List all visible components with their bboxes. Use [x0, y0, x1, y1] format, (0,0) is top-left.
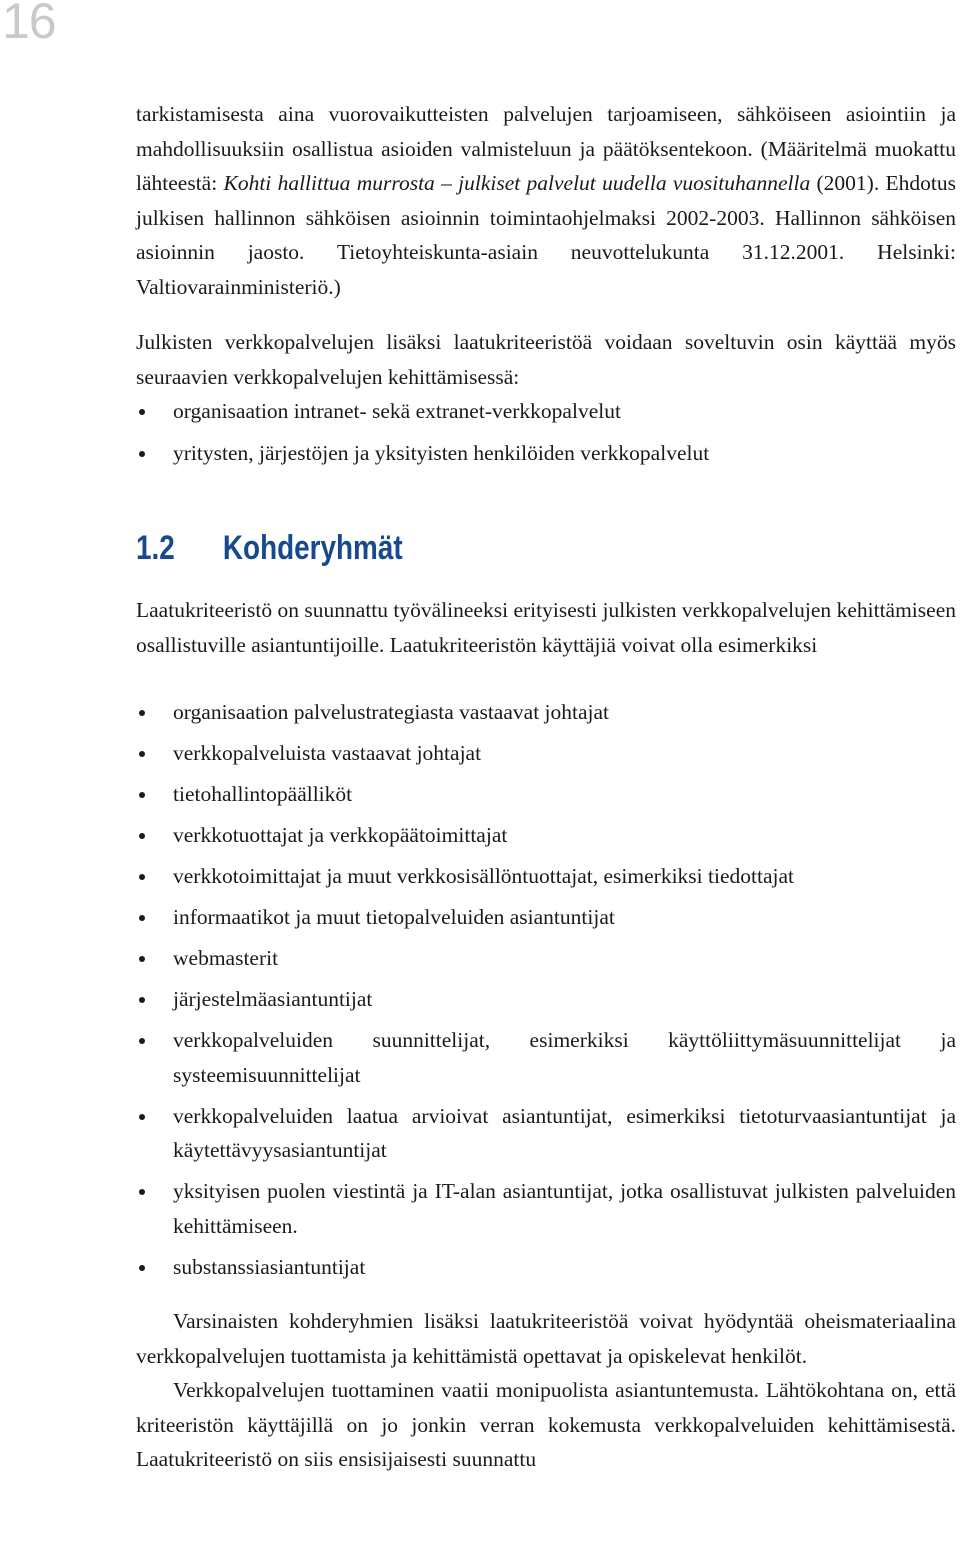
- list-item: verkkotoimittajat ja muut verkkosisällöntuottajat, esimerkiksi tiedottajat: [136, 859, 956, 894]
- expertise-paragraph: Verkkopalvelujen tuottaminen vaatii monipuolista asiantuntemusta. Lähtökohtana on, että kriteeristön käyttäjillä on jo jonkin verran kokemusta verkkopalveluiden kehittämisestä. Laatukriteeristö on siis ensisijaisesti suunnattu: [136, 1378, 956, 1471]
- list-item: yritysten, järjestöjen ja yksityisten henkilöiden verkkopalvelut: [136, 436, 956, 471]
- list-item: verkkopalveluiden suunnittelijat, esimerkiksi käyttöliittymäsuunnittelijat ja systeemisuunnittelijat: [136, 1023, 956, 1092]
- intro-text-part2: (2001). Ehdotus julkisen hallinnon sähköisen asioinnin toimintaohjelmaksi 2002-2003. Hallinnon sähköisen asioinnin jaosto. Tietoyhteiskunta-asiain neuvottelukunta 31.12.2001. Helsinki: Valtiovarainministeriö.): [136, 171, 956, 299]
- page-content: [136, 97, 956, 1477]
- list-item: tietohallintopäälliköt: [136, 777, 956, 812]
- target-paragraph: Laatukriteeristö on suunnattu työvälineeksi erityisesti julkisten verkkopalvelujen kehittämiseen osallistuville asiantuntijoille. Laatukriteeristön käyttäjiä voivat olla esimerkiksi: [136, 598, 956, 657]
- intro-text-part1: tarkistamisesta aina vuorovaikutteisten palvelujen tarjoamiseen, sähköiseen asiointiin ja mahdollisuuksiin osallistua asioiden valmisteluun ja päätöksentekoon. (Määritelmä muokattu lähteestä:: [136, 102, 956, 195]
- list-item: järjestelmäasiantuntijat: [136, 982, 956, 1017]
- list-item: verkkotuottajat ja verkkopäätoimittajat: [136, 818, 956, 853]
- secondary-users-paragraph: Varsinaisten kohderyhmien lisäksi laatukriteeristöä voivat hyödyntää oheismateriaalina verkkopalvelujen tuottamista ja kehittämistä opettavat ja opiskelevat henkilöt.: [136, 1309, 956, 1368]
- list-item: verkkopalveluista vastaavat johtajat: [136, 736, 956, 771]
- list-item: webmasterit: [136, 941, 956, 976]
- list-item: informaatikot ja muut tietopalveluiden asiantuntijat: [136, 900, 956, 935]
- services-paragraph: Julkisten verkkopalvelujen lisäksi laatukriteeristöä voidaan soveltuvin osin käyttää myös seuraavien verkkopalvelujen kehittämisessä:: [136, 330, 956, 389]
- section-number: 1.2: [136, 529, 175, 567]
- list-item: substanssiasiantuntijat: [136, 1250, 956, 1285]
- section-heading: [136, 528, 808, 568]
- users-list: [136, 695, 956, 1284]
- page-number: 16: [2, 0, 56, 49]
- source-title: Kohti hallittua murrosta – julkiset palvelut uudella vuosituhannella: [223, 171, 811, 195]
- list-item: organisaation palvelustrategiasta vastaavat johtajat: [136, 695, 956, 730]
- list-item: verkkopalveluiden laatua arvioivat asiantuntijat, esimerkiksi tietoturvaasiantuntijat ja käytettävyysasiantuntijat: [136, 1099, 956, 1168]
- services-list: [136, 394, 956, 470]
- intro-paragraph: [136, 97, 956, 304]
- list-item: organisaation intranet- sekä extranet-verkkopalvelut: [136, 394, 956, 429]
- list-item: yksityisen puolen viestintä ja IT-alan asiantuntijat, jotka osallistuvat julkisten palveluiden kehittämiseen.: [136, 1174, 956, 1243]
- section-title: Kohderyhmät: [222, 529, 403, 567]
